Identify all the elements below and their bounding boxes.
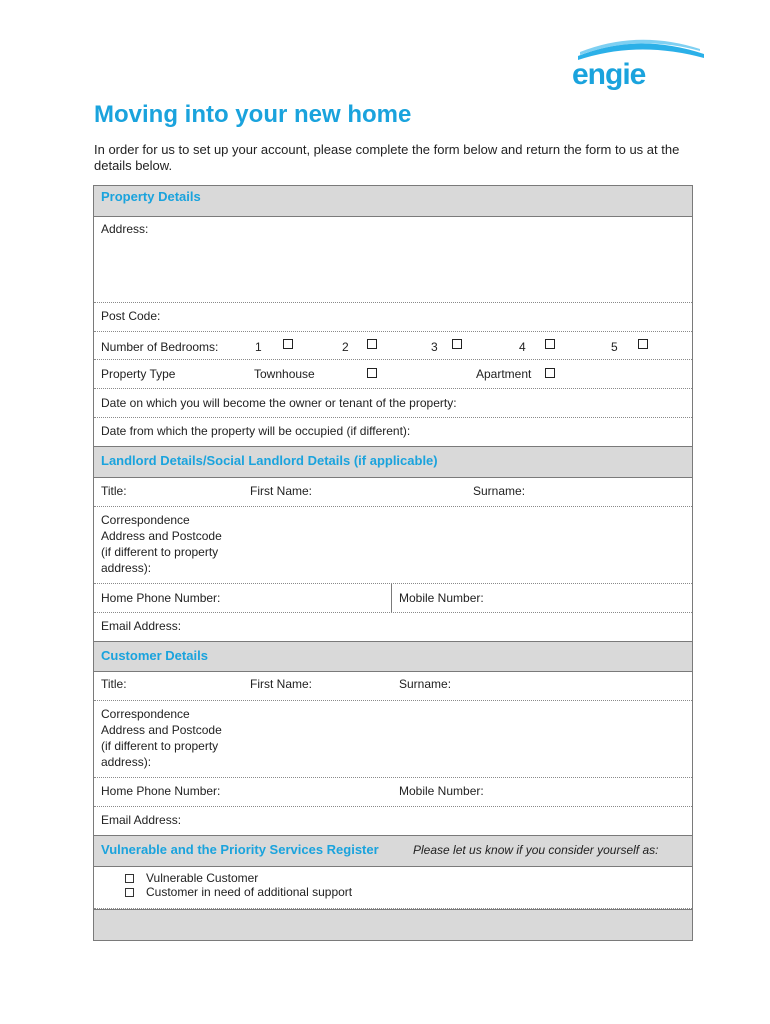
section-note: Please let us know if you consider yourself as: [413, 843, 659, 857]
field-label: Title: [101, 677, 127, 691]
postcode-field[interactable] [94, 303, 692, 332]
customer-correspondence-field[interactable] [94, 701, 692, 778]
townhouse-checkbox[interactable] [367, 368, 377, 378]
property-type-row [94, 360, 692, 389]
section-customer-details [94, 642, 692, 672]
field-label: (if different to property [101, 545, 219, 559]
field-label: address): [101, 755, 152, 769]
option-vulnerable-customer[interactable] [125, 871, 258, 885]
field-label: Address and Postcode [101, 529, 222, 543]
field-label: Home Phone Number: [101, 591, 221, 605]
bedroom-option-label: 3 [431, 340, 438, 354]
address-field[interactable] [94, 217, 692, 303]
landlord-name-row[interactable] [94, 478, 692, 507]
bedroom-1-checkbox[interactable] [283, 339, 293, 349]
field-label: Email Address: [101, 813, 182, 827]
customer-email-field[interactable] [94, 807, 692, 836]
customer-name-row[interactable] [94, 672, 692, 701]
field-label: Mobile Number: [399, 784, 484, 798]
field-label: First Name: [250, 677, 313, 691]
option-label: Customer in need of additional support [146, 885, 353, 899]
bedroom-3-checkbox[interactable] [452, 339, 462, 349]
field-label: First Name: [250, 484, 313, 498]
field-label: Home Phone Number: [101, 784, 221, 798]
field-label: Property Type [101, 367, 176, 381]
field-label: Date from which the property will be occupied (if different): [101, 424, 411, 438]
apartment-checkbox[interactable] [545, 368, 555, 378]
field-label: address): [101, 561, 152, 575]
field-label: Surname: [399, 677, 452, 691]
field-label: Correspondence [101, 707, 190, 721]
engie-logo [570, 38, 706, 90]
type-option-label: Apartment [476, 367, 532, 381]
section-landlord-details [94, 447, 692, 478]
field-label: Surname: [473, 484, 526, 498]
field-label: (if different to property [101, 739, 219, 753]
bedroom-option-label: 1 [255, 340, 262, 354]
vulnerable-customer-checkbox[interactable] [125, 874, 134, 883]
landlord-email-field[interactable] [94, 613, 692, 642]
option-additional-support[interactable] [125, 885, 352, 899]
field-label: Number of Bedrooms: [101, 340, 219, 354]
bedrooms-row [94, 332, 692, 360]
column-divider [391, 584, 392, 612]
field-label: Email Address: [101, 619, 182, 633]
form-footer-bar [94, 909, 692, 940]
landlord-phone-row[interactable] [94, 584, 692, 613]
field-label: Title: [101, 484, 127, 498]
section-heading: Landlord Details/Social Landlord Details (if applicable) [101, 453, 438, 468]
section-property-details [94, 186, 692, 217]
vulnerable-options [94, 867, 692, 909]
landlord-correspondence-field[interactable] [94, 507, 692, 584]
field-label: Address and Postcode [101, 723, 222, 737]
owner-date-field[interactable] [94, 389, 692, 418]
field-label: Date on which you will become the owner or tenant of the property: [101, 396, 457, 410]
svg-text:engie: engie [572, 58, 646, 90]
bedroom-5-checkbox[interactable] [638, 339, 648, 349]
page-title: Moving into your new home [94, 101, 412, 128]
bedroom-option-label: 5 [611, 340, 618, 354]
additional-support-checkbox[interactable] [125, 888, 134, 897]
occupied-date-field[interactable] [94, 418, 692, 447]
customer-phone-row[interactable] [94, 778, 692, 807]
type-option-label: Townhouse [254, 367, 315, 381]
field-label: Mobile Number: [399, 591, 484, 605]
field-label: Post Code: [101, 309, 161, 323]
moving-form [93, 185, 693, 941]
section-heading: Vulnerable and the Priority Services Register [101, 842, 379, 857]
section-heading: Customer Details [101, 648, 208, 663]
field-label: Correspondence [101, 513, 190, 527]
bedroom-option-label: 2 [342, 340, 349, 354]
bedroom-option-label: 4 [519, 340, 526, 354]
bedroom-4-checkbox[interactable] [545, 339, 555, 349]
section-heading: Property Details [101, 189, 201, 204]
field-label: Address: [101, 222, 149, 236]
section-vulnerable [94, 836, 692, 867]
option-label: Vulnerable Customer [146, 871, 259, 885]
intro-text: In order for us to set up your account, please complete the form below and return the form to us at the details below. [94, 142, 680, 173]
bedroom-2-checkbox[interactable] [367, 339, 377, 349]
